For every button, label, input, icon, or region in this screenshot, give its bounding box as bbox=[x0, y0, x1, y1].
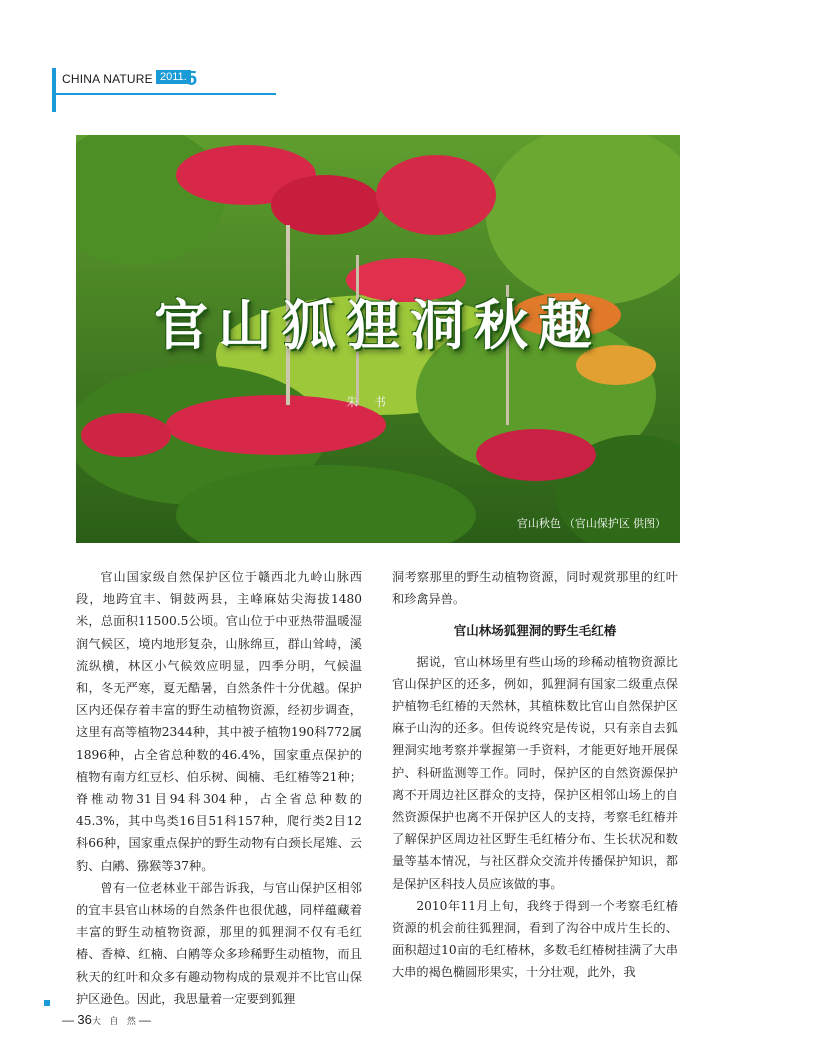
article-column-right bbox=[392, 566, 678, 984]
page-number: 36 bbox=[77, 1012, 92, 1027]
header-accent-bar bbox=[52, 68, 56, 112]
issue-number: 5 bbox=[186, 68, 198, 90]
paragraph: 2010年11月上旬，我终于得到一个考察毛红椿资源的机会前往狐狸洞，看到了沟谷中成片生长的、面积超过10亩的毛红椿林，多数毛红椿树挂满了大串大串的褐色椭圆形果实，十分壮观，此外，我 bbox=[392, 898, 678, 980]
paragraph: 洞考察那里的野生动植物资源，同时观赏那里的红叶和珍禽异兽。 bbox=[392, 570, 678, 607]
magazine-brand: CHINA NATURE bbox=[62, 72, 153, 86]
paragraph: 曾有一位老林业干部告诉我，与官山保护区相邻的宜丰县官山林场的自然条件也很优越，同样蕴藏着丰富的野生动植物资源，那里的狐狸洞不仅有毛红椿、香樟、红楠、白鹇等众多珍稀野生动植物，而且秋天的红叶和众多有趣动物构成的景观并不比官山保护区逊色。因此，我思量着一定要到狐狸 bbox=[76, 880, 362, 1006]
footer-magazine-name: 大 自 然 bbox=[91, 1016, 139, 1026]
article-photo bbox=[76, 135, 680, 543]
page-footer: — 36大 自 然— bbox=[62, 1012, 151, 1027]
paragraph: 官山国家级自然保护区位于赣西北九岭山脉西段，地跨宜丰、铜鼓两县，主峰麻姑尖海拔1480米，总面积11500.5公顷。官山位于中亚热带温暖湿润气候区，境内地形复杂，山脉绵亘，群山耸峙，溪流纵横，林区小气候效应明显，四季分明，气候温和，冬无严寒，夏无酷暑，自然条件十分优越。保护区内还保存着丰富的野生动植物资源，经初步调查，这里有高等植物2344种，其中被子植物190科772属1896种，占全省总种数的46.4%，国家重点保护的植物有南方红豆杉、伯乐树、闽楠、毛红椿等21种；脊椎动物31目94科304种，占全省总种数的45.3%，其中鸟类16目51科157种，爬行类2目12科66种，国家重点保护的野生动物有白颈长尾雉、云豹、白鹇、猕猴等37种。 bbox=[76, 570, 362, 873]
section-heading: 官山林场狐狸洞的野生毛红椿 bbox=[453, 624, 617, 639]
footer-accent-square bbox=[44, 1000, 50, 1006]
photo-caption: 官山秋色 （官山保护区 供图） bbox=[516, 518, 666, 530]
article-column-left bbox=[76, 566, 362, 1010]
article-title: 官山狐狸洞秋趣 bbox=[154, 293, 602, 357]
header-rule bbox=[56, 93, 276, 95]
issue-year: 2011. bbox=[156, 70, 191, 84]
article-author: 朱 书 bbox=[346, 395, 392, 409]
paragraph: 据说，官山林场里有些山场的珍稀动植物资源比官山保护区的还多，例如，狐狸洞有国家二级重点保护植物毛红椿的天然林，其植株数比官山自然保护区麻子山沟的还多。但传说终究是传说，只有亲自去狐狸洞实地考察并掌握第一手资料，才能更好地开展保护、科研监测等工作。同时，保护区的自然资源保护离不开周边社区群众的支持，保护区相邻山场上的自然资源保护也离不开保护区人的支持，考察毛红椿并了解保护区周边社区野生毛红椿分布、生长状况和数量等基本情况，与社区群众交流并传播保护知识，都是保护区科技人员应该做的事。 bbox=[392, 654, 678, 891]
